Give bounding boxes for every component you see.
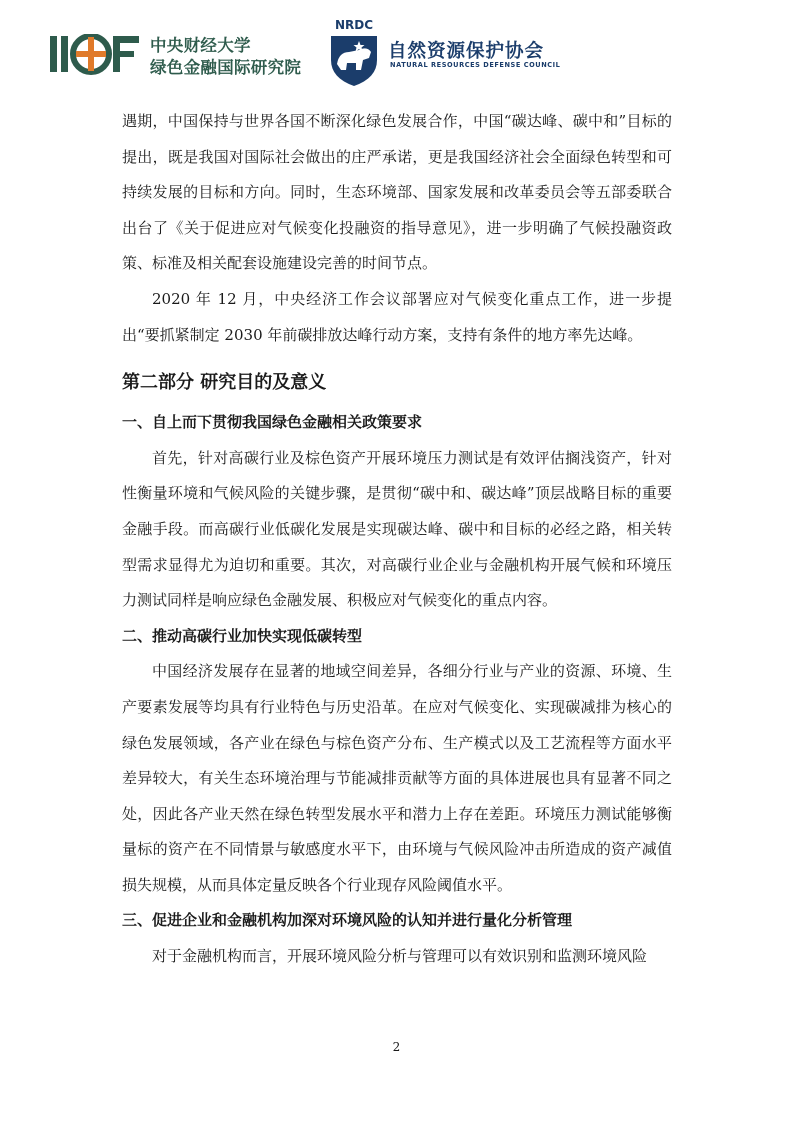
page-header bbox=[50, 18, 750, 88]
section-heading: 三、促进企业和金融机构加深对环境风险的认知并进行量化分析管理 bbox=[122, 911, 573, 930]
section-heading: 一、自上而下贯彻我国绿色金融相关政策要求 bbox=[122, 413, 423, 432]
document-body bbox=[122, 104, 672, 975]
part-heading: 第二部分 研究目的及意义 bbox=[122, 372, 327, 394]
iigf-name-line2: 绿色金融国际研究院 bbox=[150, 58, 302, 77]
body-paragraph: 对于金融机构而言，开展环境风险分析与管理可以有效识别和监测环境风险 bbox=[152, 947, 648, 966]
page-number: 2 bbox=[392, 1040, 401, 1054]
body-paragraph: 遇期，中国保持与世界各国不断深化绿色发展合作，中国“碳达峰、碳中和”目标的提出，既是我国对国际社会做出的庄严承诺，更是我国经济社会全面绿色转型和可持续发展的目标和方向。同时，生态环境部、国家发展和改革委员会等五部委联合出台了《关于促进应对气候变化投融资的指导意见》，进一步明确了气候投融资政策、标准及相关配套设施建设完善的时间节点。 bbox=[122, 112, 672, 273]
body-paragraph: 中国经济发展存在显著的地域空间差异，各细分行业与产业的资源、环境、生产要素发展等均具有行业特色与历史沿革。在应对气候变化、实现碳减排为核心的绿色发展领域，各产业在绿色与棕色资产分布、生产模式以及工艺流程等方面水平差异较大，有关生态环境治理与节能减排贡献等方面的具体进展也具有显著不同之处，因此各产业天然在绿色转型发展水平和潜力上存在差距。环境压力测试能够衡量标的资产在不同情景与敏感度水平下，由环境与气候风险冲击所造成的资产减值损失规模，从而具体定量反映各个行业现存风险阈值水平。 bbox=[122, 662, 672, 894]
section-heading: 二、推动高碳行业加快实现低碳转型 bbox=[122, 626, 363, 645]
nrdc-logo bbox=[325, 18, 383, 88]
iigf-logo bbox=[50, 34, 142, 76]
iigf-institution-name bbox=[150, 35, 301, 79]
iigf-name-line1: 中央财经大学 bbox=[150, 36, 251, 55]
nrdc-english-name: NATURAL RESOURCES DEFENSE COUNCIL bbox=[390, 61, 561, 69]
nrdc-logo-text: NRDC bbox=[334, 18, 374, 32]
body-paragraph: 首先，针对高碳行业及棕色资产开展环境压力测试是有效评估搁浅资产，针对性衡量环境和气候风险的关键步骤，是贯彻“碳中和、碳达峰”顶层战略目标的重要金融手段。而高碳行业低碳化发展是实现碳达峰、碳中和目标的必经之路，相关转型需求显得尤为迫切和重要。其次，对高碳行业企业与金融机构开展气候和环境压力测试同样是响应绿色金融发展、积极应对气候变化的重点内容。 bbox=[122, 448, 672, 610]
nrdc-name: 自然资源保护协会 bbox=[388, 41, 545, 62]
body-paragraph: 2020 年 12 月，中央经济工作会议部署应对气候变化重点工作，进一步提出“要抓紧制定 2030 年前碳排放达峰行动方案，支持有条件的地方率先达峰。 bbox=[122, 289, 672, 344]
